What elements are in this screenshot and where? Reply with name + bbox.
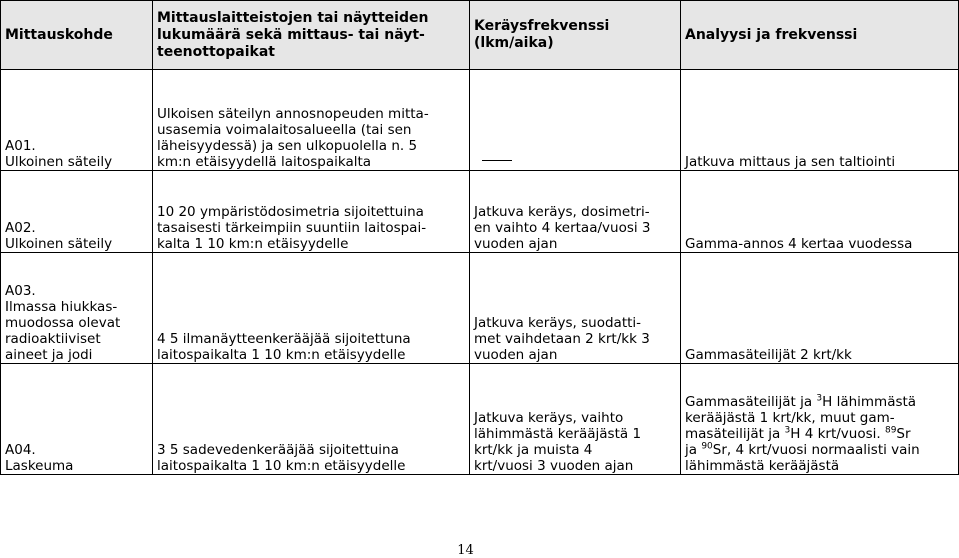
isotope-superscript: 89 xyxy=(884,425,897,436)
cell-frequency: Jatkuva keräys, suodatti- met vaihdetaan 2 krt/kk 3 vuoden ajan xyxy=(470,252,681,363)
cell-target: A02. Ulkoinen säteily xyxy=(1,171,153,252)
cell-frequency: Jatkuva keräys, dosimetri- en vaihto 4 kertaa/vuosi 3 vuoden ajan xyxy=(470,171,681,252)
header-locations: Mittauslaitteistojen tai näytteiden lukumäärä sekä mittaus- tai näyt- teenottopaikat xyxy=(153,1,470,70)
cell-analysis: Gammasäteilijät 2 krt/kk xyxy=(681,252,959,363)
cell-frequency: Jatkuva keräys, vaihto lähimmästä kerääjästä 1 krt/kk ja muista 4 krt/vuosi 3 vuoden ajan xyxy=(470,363,681,474)
cell-locations: 10 20 ympäristödosimetria sijoitettuina tasaisesti tärkeimpiin suuntiin laitospai- kalta 1 10 km:n etäisyydelle xyxy=(153,171,470,252)
dash-mark xyxy=(482,160,512,161)
cell-frequency-dash xyxy=(470,70,681,171)
analysis-text: Sr, 4 krt/vuosi normaalisti vain lähimmästä kerääjästä xyxy=(685,442,920,474)
cell-target: A04. Laskeuma xyxy=(1,363,153,474)
header-analysis: Analyysi ja frekvenssi xyxy=(681,1,959,70)
cell-locations: 3 5 sadevedenkerääjää sijoitettuina laitospaikalta 1 10 km:n etäisyydelle xyxy=(153,363,470,474)
header-frequency: Keräysfrekvenssi (lkm/aika) xyxy=(470,1,681,70)
analysis-text: H 4 krt/vuosi. xyxy=(790,426,885,442)
cell-target: A03. Ilmassa hiukkas- muodossa olevat radioaktiiviset aineet ja jodi xyxy=(1,252,153,363)
isotope-superscript: 3 xyxy=(816,393,823,404)
table-row xyxy=(1,363,959,474)
cell-analysis xyxy=(681,363,959,474)
cell-locations: 4 5 ilmanäytteenkerääjää sijoitettuna laitospaikalta 1 10 km:n etäisyydelle xyxy=(153,252,470,363)
cell-locations: Ulkoisen säteilyn annosnopeuden mitta- usasemia voimalaitosalueella (tai sen läheisyydessä) ja sen ulkopuolella n. 5 km:n etäisyydellä laitospaikalta xyxy=(153,70,470,171)
analysis-text: Gammasäteilijät ja xyxy=(685,394,817,410)
cell-analysis: Gamma-annos 4 kertaa vuodessa xyxy=(681,171,959,252)
table-row xyxy=(1,70,959,171)
table-row xyxy=(1,252,959,363)
header-target: Mittauskohde xyxy=(1,1,153,70)
analysis-text: Sr ja xyxy=(685,426,911,458)
analysis-text: H lähimmästä kerääjästä 1 krt/kk, muut gam- masäteilijät ja xyxy=(685,394,917,442)
table-header-row xyxy=(1,1,959,70)
cell-target: A01. Ulkoinen säteily xyxy=(1,70,153,171)
isotope-superscript: 3 xyxy=(784,425,791,436)
cell-analysis: Jatkuva mittaus ja sen taltiointi xyxy=(681,70,959,171)
table-row xyxy=(1,171,959,252)
page-number: 14 xyxy=(457,543,474,558)
isotope-superscript: 90 xyxy=(701,441,713,452)
